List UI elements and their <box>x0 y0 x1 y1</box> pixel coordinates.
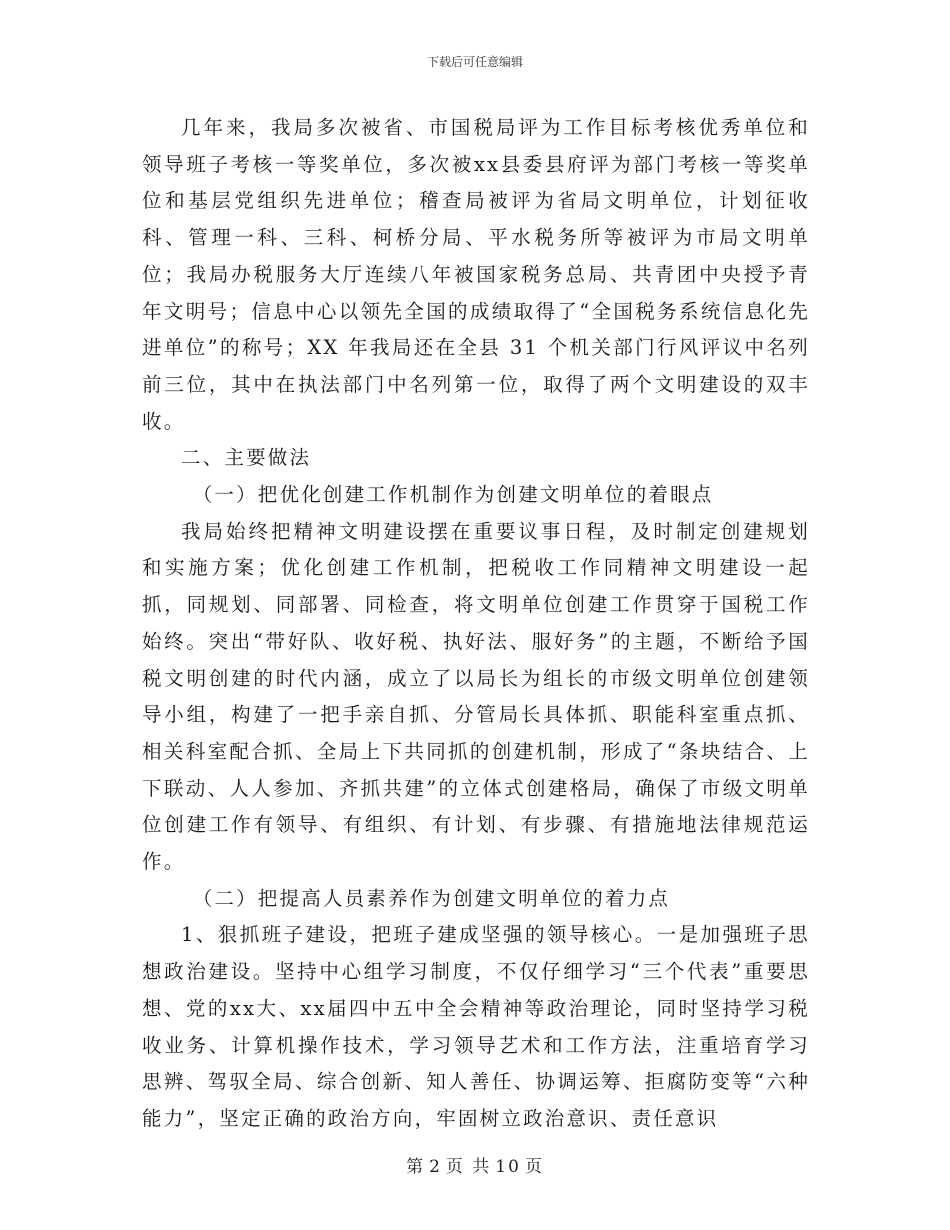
paragraph-mechanism: 我局始终把精神文明建设摆在重要议事日程，及时制定创建规划和实施方案；优化创建工作机制，把税收工作同精神文明建设一起抓，同规划、同部署、同检查，将文明单位创建工作贯穿于国税工作始终。突出“带好队、收好税、执好法、服好务”的主题，不断给予国税文明创建的时代内涵，成立了以局长为组长的市级文明单位创建领导小组，构建了一把手亲自抓、分管局长具体抓、职能科室重点抓、相关科室配合抓、全局上下共同抓的创建机制，形成了“条块结合、上下联动、人人参加、齐抓共建”的立体式创建格局，确保了市级文明单位创建工作有领导、有组织、有计划、有步骤、有措施地法律规范运作。 <box>142 519 810 874</box>
page-number-footer <box>0 1152 950 1177</box>
footer-prefix: 第 <box>406 1157 426 1177</box>
paragraph-achievements: 几年来，我局多次被省、市国税局评为工作目标考核优秀单位和领导班子考核一等奖单位，多次被xx县委县府评为部门考核一等奖单位和基层党组织先进单位；稽查局被评为省局文明单位，计划征收科、管理一科、三科、柯桥分局、平水税务所等被评为市局文明单位；我局办税服务大厅连续八年被国家税务总局、共青团中央授予青年文明号；信息中心以领先全国的成绩取得了“全国税务系统信息化先进单位”的称号；XX 年我局还在全县 31 个机关部门行风评议中名列前三位，其中在执法部门中名列第一位，取得了两个文明建设的双丰收。 <box>142 116 810 433</box>
footer-suffix: 页 <box>524 1157 544 1177</box>
footer-middle: 页 共 <box>445 1157 492 1177</box>
paragraph-leadership: 1、狠抓班子建设，把班子建成坚强的领导核心。一是加强班子思想政治建设。坚持中心组学习制度，不仅仔细学习“三个代表”重要思想、党的xx大、xx届四中五中全会精神等政治理论，同时坚持学习税收业务、计算机操作技术，学习领导艺术和工作方法，注重培育学习思辨、驾驭全局、综合创新、知人善任、协调运筹、拒腐防变等“六种能力”，坚定正确的政治方向，牢固树立政治意识、责任意识 <box>142 923 810 1130</box>
footer-total-pages: 10 <box>495 1157 521 1177</box>
footer-current-page: 2 <box>429 1157 442 1177</box>
subheading-personnel: （二）把提高人员素养作为创建文明单位的着力点 <box>192 886 671 910</box>
section-heading-main-practices: 二、主要做法 <box>181 446 312 470</box>
subheading-mechanism: （一）把优化创建工作机制作为创建文明单位的着眼点 <box>192 483 714 507</box>
document-body <box>142 110 810 1138</box>
page-header-note: 下载后可任意编辑 <box>426 55 523 69</box>
